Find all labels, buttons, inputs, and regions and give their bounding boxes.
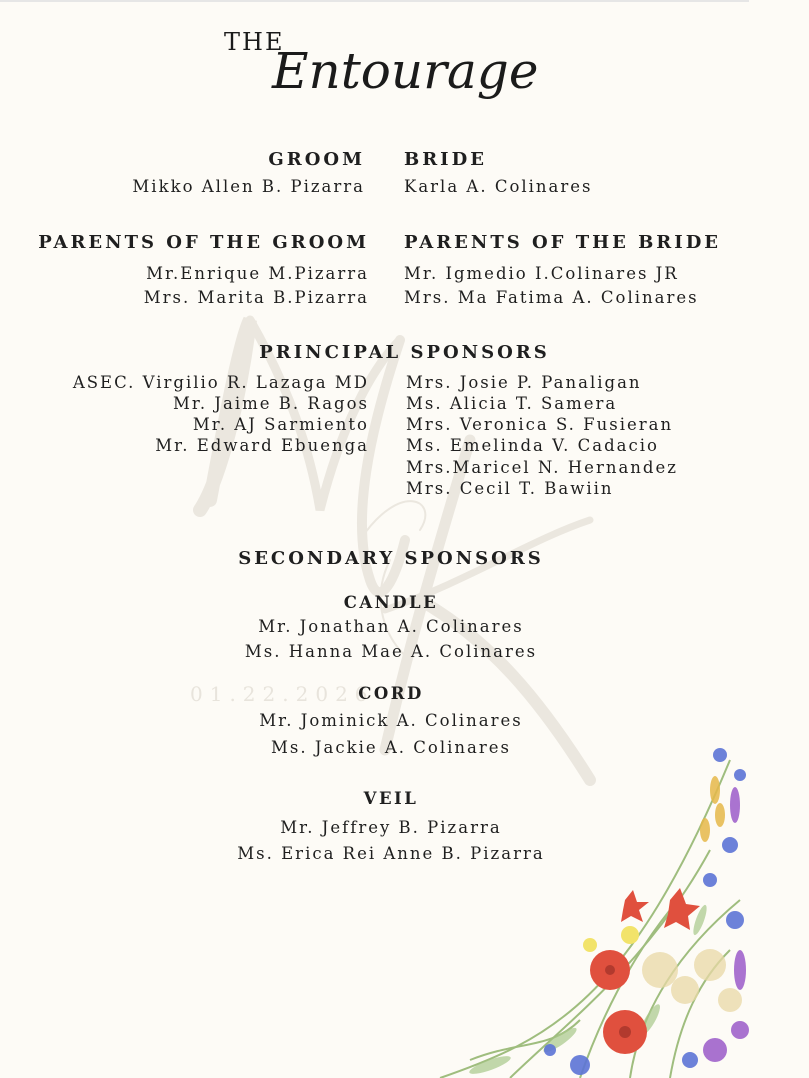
candle-heading: CANDLE — [343, 593, 439, 612]
parents-bride-name: Mrs. Ma Fatima A. Colinares — [404, 288, 699, 307]
cord-name: Mr. Jominick A. Colinares — [259, 711, 523, 730]
principal-right-name: Ms. Alicia T. Samera — [406, 394, 618, 413]
candle-name: Ms. Hanna Mae A. Colinares — [244, 642, 538, 661]
principal-left-name: ASEC. Virgilio R. Lazaga MD — [72, 373, 369, 392]
wildflower-illustration — [430, 720, 749, 1078]
top-border — [0, 0, 749, 2]
principal-left-name: Mr. AJ Sarmiento — [192, 415, 369, 434]
principal-right-name: Mrs.Maricel N. Hernandez — [406, 458, 678, 477]
parents-groom-name: Mrs. Marita B.Pizarra — [143, 288, 369, 307]
groom-heading: GROOM — [268, 149, 365, 170]
candle-name: Mr. Jonathan A. Colinares — [258, 617, 524, 636]
parents-groom-name: Mr.Enrique M.Pizarra — [146, 264, 369, 283]
veil-name: Mr. Jeffrey B. Pizarra — [280, 818, 502, 837]
secondary-heading: SECONDARY SPONSORS — [238, 548, 544, 569]
principal-right-name: Mrs. Josie P. Panaligan — [406, 373, 642, 392]
title-script-entourage — [268, 22, 539, 122]
bride-name: Karla A. Colinares — [404, 177, 593, 196]
principal-left-name: Mr. Edward Ebuenga — [155, 436, 369, 455]
parents-groom-heading: PARENTS OF THE GROOM — [38, 232, 369, 253]
principal-right-name: Mrs. Veronica S. Fusieran — [406, 415, 674, 434]
groom-name: Mikko Allen B. Pizarra — [132, 177, 365, 196]
principal-left-name: Mr. Jaime B. Ragos — [172, 394, 369, 413]
veil-heading: VEIL — [363, 789, 419, 808]
parents-bride-heading: PARENTS OF THE BRIDE — [404, 232, 722, 253]
cord-name: Ms. Jackie A. Colinares — [271, 738, 511, 757]
watermark-date: 01.22.2026 — [190, 682, 375, 706]
principal-right-name: Mrs. Cecil T. Bawiin — [406, 479, 614, 498]
parents-bride-name: Mr. Igmedio I.Colinares JR — [404, 264, 679, 283]
principal-right-name: Ms. Emelinda V. Cadacio — [406, 436, 659, 455]
cord-heading: CORD — [358, 684, 424, 703]
bride-heading: BRIDE — [404, 149, 487, 170]
title-script-text: Entourage — [272, 42, 539, 100]
principal-heading: PRINCIPAL SPONSORS — [259, 342, 550, 363]
veil-name: Ms. Erica Rei Anne B. Pizarra — [237, 844, 545, 863]
title-prefix: THE — [224, 28, 285, 56]
